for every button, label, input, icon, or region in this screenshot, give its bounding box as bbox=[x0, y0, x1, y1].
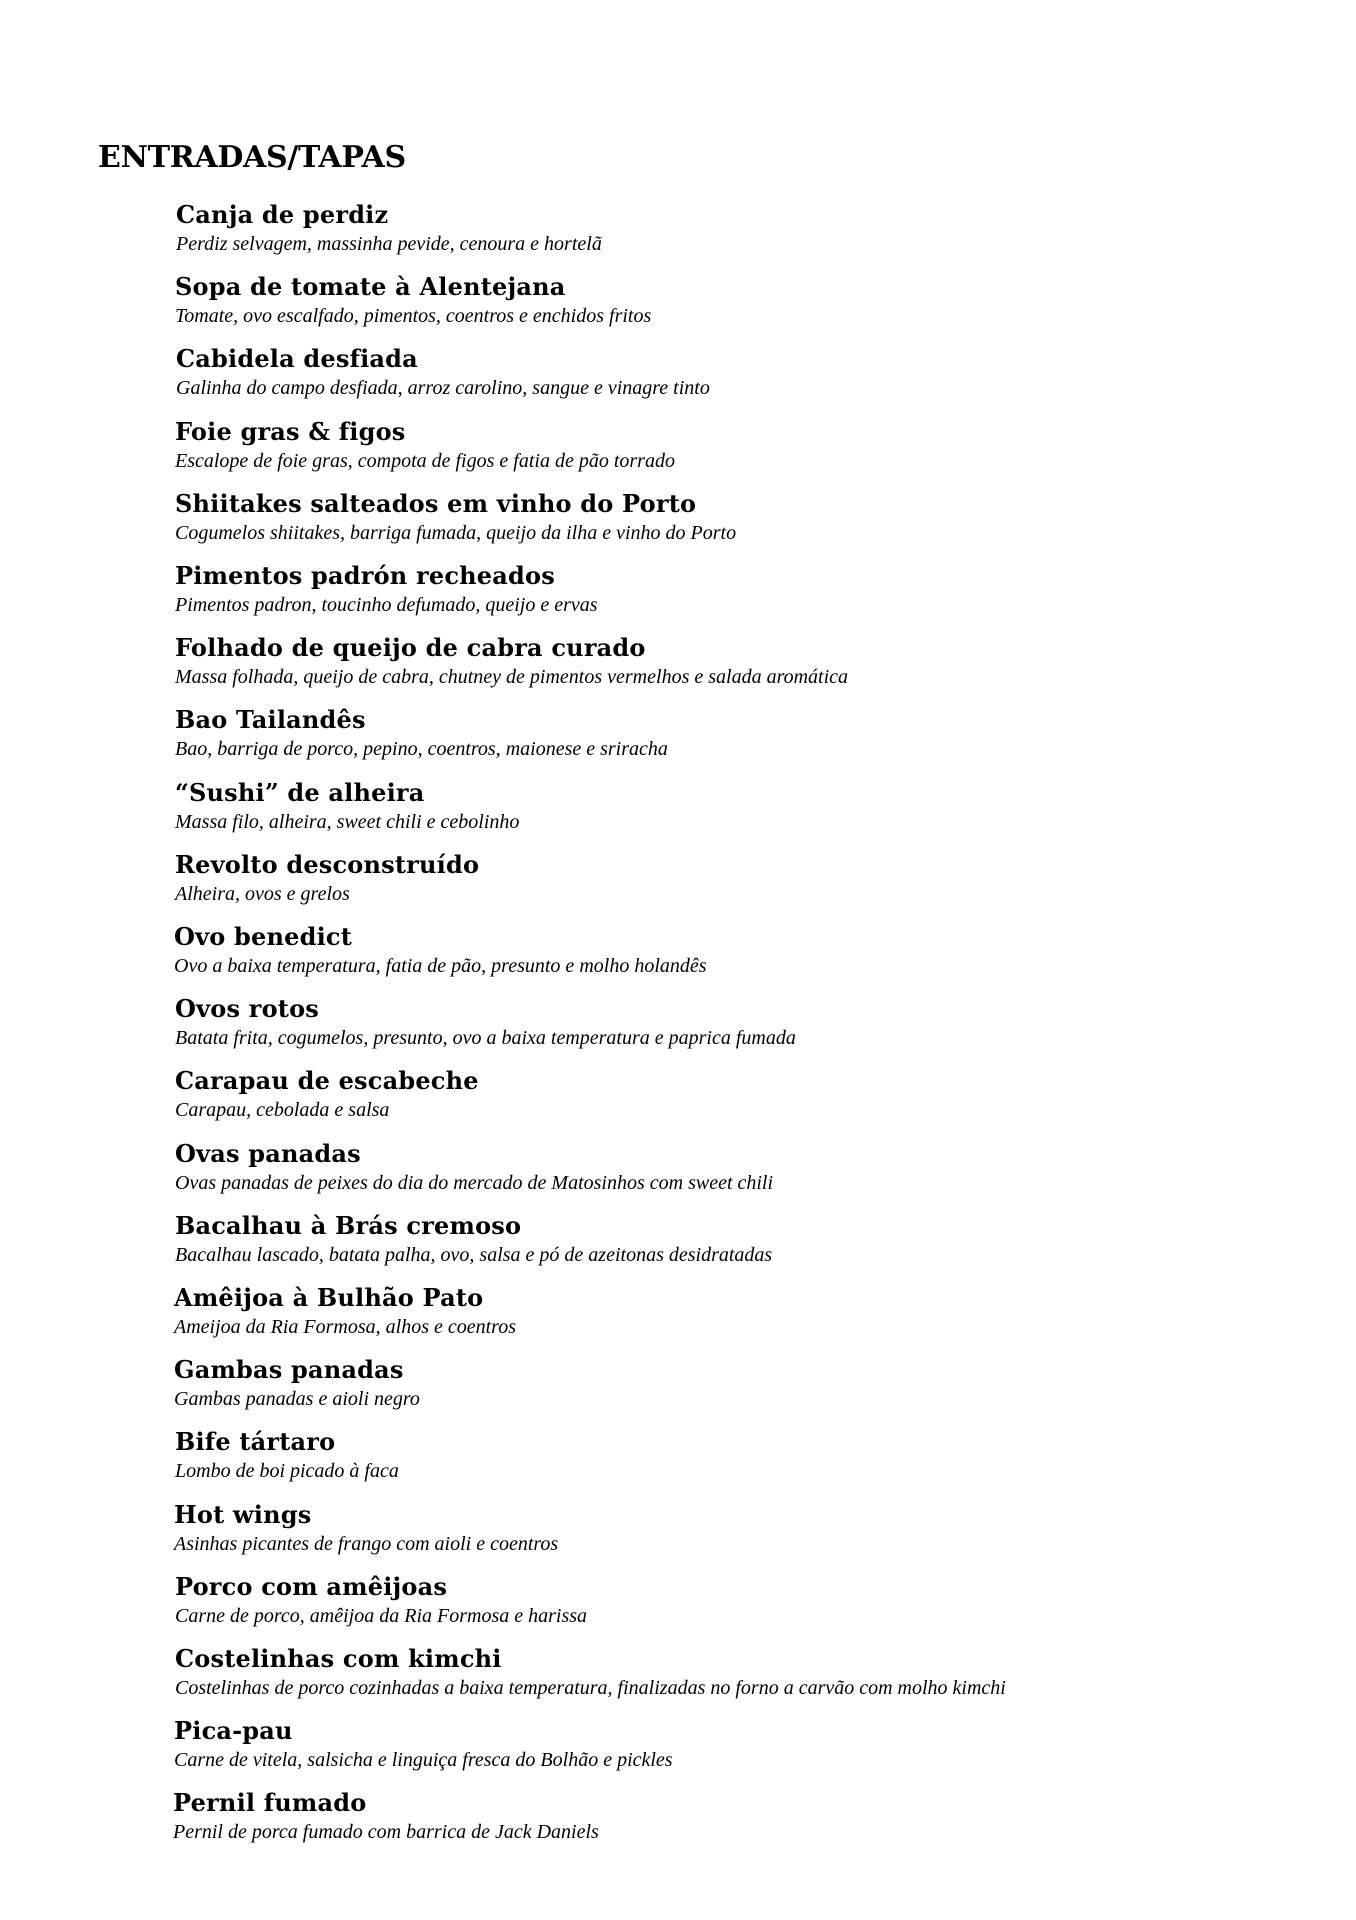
menu-item-description: Bao, barriga de porco, pepino, coentros, maionese e sriracha bbox=[175, 738, 668, 760]
menu-item-name: Folhado de queijo de cabra curado bbox=[175, 633, 646, 662]
menu-item bbox=[175, 778, 1175, 834]
menu-item bbox=[174, 1283, 1174, 1339]
menu-item-name: Porco com amêijoas bbox=[175, 1572, 448, 1601]
menu-item-name: Pimentos padrón recheados bbox=[175, 561, 555, 590]
menu-item-description: Escalope de foie gras, compota de figos e fatia de pão torrado bbox=[175, 450, 675, 472]
menu-item-name: Ovo benedict bbox=[174, 922, 352, 951]
menu-item-description: Ameijoa da Ria Formosa, alhos e coentros bbox=[174, 1316, 517, 1338]
menu-item-description: Cogumelos shiitakes, barriga fumada, queijo da ilha e vinho do Porto bbox=[175, 522, 737, 544]
menu-item-description: Gambas panadas e aioli negro bbox=[174, 1388, 420, 1410]
menu-item-description: Massa filo, alheira, sweet chili e cebolinho bbox=[175, 811, 520, 833]
menu-item-name: Sopa de tomate à Alentejana bbox=[175, 272, 566, 301]
menu-item-name: Bacalhau à Brás cremoso bbox=[175, 1211, 522, 1240]
menu-item bbox=[174, 1355, 1174, 1411]
menu-item bbox=[175, 633, 1175, 689]
menu-item-description: Tomate, ovo escalfado, pimentos, coentros e enchidos fritos bbox=[175, 305, 652, 327]
menu-item-description: Lombo de boi picado à faca bbox=[175, 1460, 399, 1482]
section-title: ENTRADAS/TAPAS bbox=[98, 140, 406, 175]
menu-item-description: Pimentos padron, toucinho defumado, queijo e ervas bbox=[175, 594, 598, 616]
menu-item-name: Shiitakes salteados em vinho do Porto bbox=[175, 489, 697, 518]
menu-item-description: Perdiz selvagem, massinha pevide, cenoura e hortelã bbox=[176, 233, 602, 255]
menu-item-name: “Sushi” de alheira bbox=[175, 778, 425, 807]
menu-item-name: Canja de perdiz bbox=[176, 200, 389, 229]
menu-item-description: Bacalhau lascado, batata palha, ovo, salsa e pó de azeitonas desidratadas bbox=[175, 1244, 773, 1266]
menu-item-name: Revolto desconstruído bbox=[175, 850, 480, 879]
menu-item-name: Ovas panadas bbox=[175, 1139, 361, 1168]
menu-item bbox=[174, 1500, 1174, 1556]
menu-item bbox=[175, 272, 1175, 328]
menu-item bbox=[175, 850, 1175, 906]
menu-item-description: Asinhas picantes de frango com aioli e coentros bbox=[174, 1533, 559, 1555]
menu-item-name: Gambas panadas bbox=[174, 1355, 404, 1384]
menu-item bbox=[176, 344, 1176, 400]
menu-item-name: Costelinhas com kimchi bbox=[175, 1644, 502, 1673]
menu-item-description: Carne de porco, amêijoa da Ria Formosa e harissa bbox=[175, 1605, 588, 1627]
menu-item bbox=[175, 994, 1175, 1050]
menu-item bbox=[176, 200, 1176, 256]
menu-item-name: Ovos rotos bbox=[175, 994, 319, 1023]
menu-item-description: Ovo a baixa temperatura, fatia de pão, presunto e molho holandês bbox=[174, 955, 707, 977]
menu-item-description: Carne de vitela, salsicha e linguiça fresca do Bolhão e pickles bbox=[174, 1749, 673, 1771]
menu-item bbox=[175, 417, 1175, 473]
menu-item-name: Amêijoa à Bulhão Pato bbox=[174, 1283, 484, 1312]
menu-item-name: Pica-pau bbox=[174, 1716, 293, 1745]
menu-item bbox=[175, 561, 1175, 617]
menu-item bbox=[175, 1066, 1175, 1122]
menu-item-name: Foie gras & figos bbox=[175, 417, 406, 446]
menu-item-name: Bife tártaro bbox=[175, 1427, 336, 1456]
menu-item bbox=[173, 1788, 1173, 1844]
menu-item bbox=[175, 1139, 1175, 1195]
menu-item-name: Hot wings bbox=[174, 1500, 312, 1529]
menu-item bbox=[174, 922, 1174, 978]
menu-item bbox=[175, 1644, 1175, 1700]
menu-item bbox=[175, 705, 1175, 761]
menu-item-description: Batata frita, cogumelos, presunto, ovo a baixa temperatura e paprica fumada bbox=[175, 1027, 796, 1049]
menu-item-description: Carapau, cebolada e salsa bbox=[175, 1099, 390, 1121]
menu-item-name: Bao Tailandês bbox=[175, 705, 366, 734]
menu-item bbox=[175, 1211, 1175, 1267]
menu-item bbox=[175, 1572, 1175, 1628]
menu-item-description: Ovas panadas de peixes do dia do mercado de Matosinhos com sweet chili bbox=[175, 1172, 774, 1194]
menu-item bbox=[174, 1716, 1174, 1772]
menu-item bbox=[175, 489, 1175, 545]
menu-item-description: Costelinhas de porco cozinhadas a baixa temperatura, finalizadas no forno a carvão com molho kimchi bbox=[175, 1677, 1006, 1699]
menu-item-description: Alheira, ovos e grelos bbox=[175, 883, 350, 905]
menu-item-description: Pernil de porca fumado com barrica de Jack Daniels bbox=[173, 1821, 599, 1843]
menu-item-name: Carapau de escabeche bbox=[175, 1066, 479, 1095]
menu-item bbox=[175, 1427, 1175, 1483]
menu-item-name: Pernil fumado bbox=[173, 1788, 367, 1817]
menu-item-description: Galinha do campo desfiada, arroz carolino, sangue e vinagre tinto bbox=[176, 377, 710, 399]
menu-item-name: Cabidela desfiada bbox=[176, 344, 418, 373]
menu-item-description: Massa folhada, queijo de cabra, chutney de pimentos vermelhos e salada aromática bbox=[175, 666, 849, 688]
